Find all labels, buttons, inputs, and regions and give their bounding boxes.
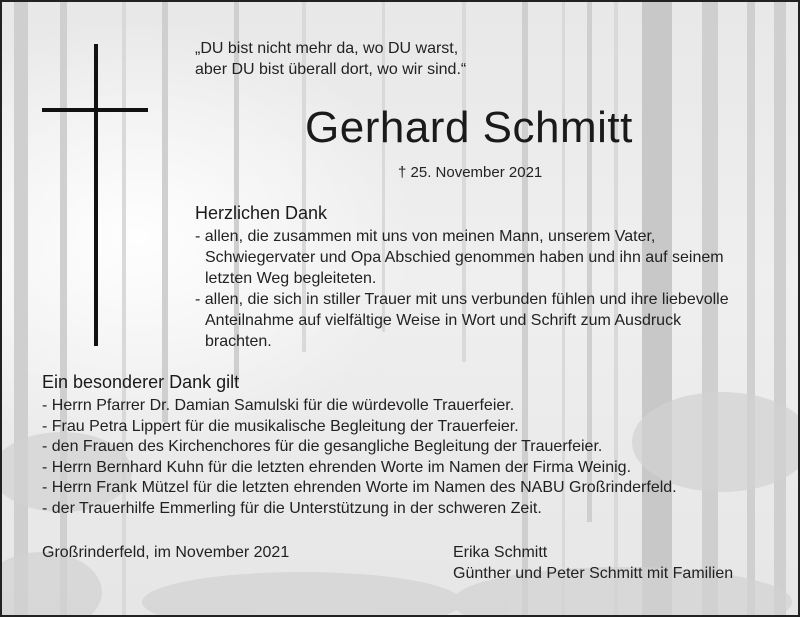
special-thanks-item: - Herrn Bernhard Kuhn für die letzten ehrenden Worte im Namen der Firma Weinig.: [42, 458, 632, 476]
signer-name: Erika Schmitt: [453, 544, 548, 561]
thanks-item: - allen, die sich in stiller Trauer mit uns verbunden fühlen und ihre liebevolle Anteilnahme auf vielfältige Weise in Wort und Schrift zum Ausdruck brachten.: [195, 291, 729, 350]
special-thanks-item: - Herrn Pfarrer Dr. Damian Samulski für die würdevolle Trauerfeier.: [42, 397, 515, 414]
cross-horizontal-beam: [42, 108, 148, 112]
signer-name: Günther und Peter Schmitt mit Familien: [453, 565, 734, 582]
place-and-date: Großrinderfeld, im November 2021: [42, 544, 290, 561]
memorial-quote: [195, 38, 466, 80]
special-thanks-item: - den Frauen des Kirchenchores für die gesangliche Begleitung der Trauerfeier.: [42, 438, 603, 455]
death-date: † 25. November 2021: [398, 164, 543, 181]
special-thanks-item: - Frau Petra Lippert für die musikalische Begleitung der Trauerfeier.: [42, 417, 519, 435]
special-thanks-heading: Ein besonderer Dank gilt: [42, 372, 240, 392]
special-thanks-list: [42, 396, 782, 519]
thanks-heading: Herzlichen Dank: [195, 203, 328, 223]
signers: [453, 542, 733, 584]
deceased-name: Gerhard Schmitt: [305, 103, 633, 152]
quote-line-2: aber DU bist überall dort, wo wir sind.“: [195, 61, 467, 78]
thanks-list: [195, 226, 735, 352]
thanks-item: - allen, die zusammen mit uns von meinen Mann, unserem Vater, Schwiegervater und Opa Abschied genommen haben und ihn auf seinem letzten Weg begleiteten.: [195, 228, 724, 287]
special-thanks-item: - Herrn Frank Mützel für die letzten ehrenden Worte im Namen des NABU Großrinderfeld.: [42, 479, 677, 496]
quote-line-1: „DU bist nicht mehr da, wo DU warst,: [195, 40, 459, 57]
cross-vertical-beam: [94, 44, 98, 346]
special-thanks-item: - der Trauerhilfe Emmerling für die Unterstützung in der schweren Zeit.: [42, 499, 542, 517]
